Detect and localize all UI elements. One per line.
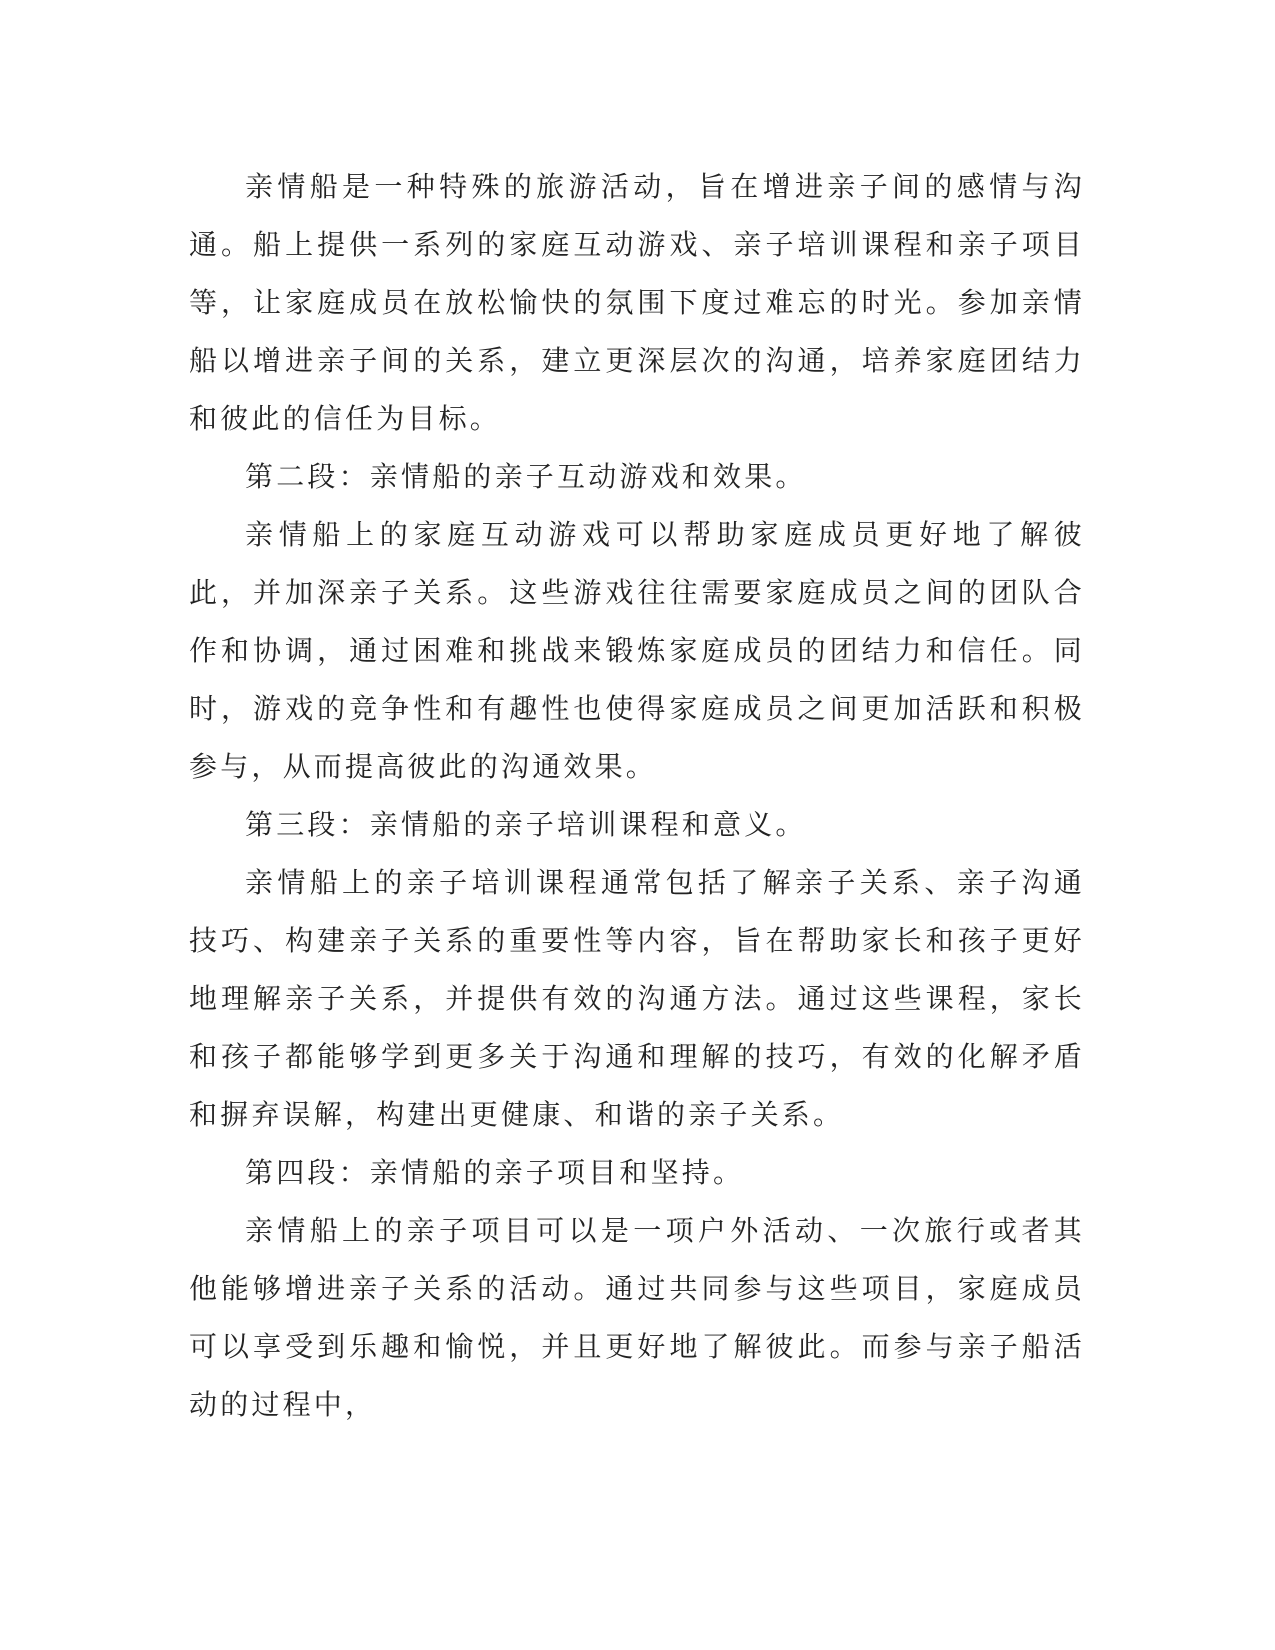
paragraph-training: 亲情船上的亲子培训课程通常包括了解亲子关系、亲子沟通技巧、构建亲子关系的重要性等内容，旨在帮助家长和孩子更好地理解亲子关系，并提供有效的沟通方法。通过这些课程，家长和孩子都能够学到更多关于沟通和理解的技巧，有效的化解矛盾和摒弃误解，构建出更健康、和谐的亲子关系。 xyxy=(189,866,1085,1131)
paragraph-intro: 亲情船是一种特殊的旅游活动，旨在增进亲子间的感情与沟通。船上提供一系列的家庭互动游戏、亲子培训课程和亲子项目等，让家庭成员在放松愉快的氛围下度过难忘的时光。参加亲情船以增进亲子间的关系，建立更深层次的沟通，培养家庭团结力和彼此的信任为目标。 xyxy=(189,170,1085,435)
document-body xyxy=(189,158,1085,1434)
section-heading-3: 第三段：亲情船的亲子培训课程和意义。 xyxy=(245,808,807,841)
paragraph-games: 亲情船上的家庭互动游戏可以帮助家庭成员更好地了解彼此，并加深亲子关系。这些游戏往往需要家庭成员之间的团队合作和协调，通过困难和挑战来锻炼家庭成员的团结力和信任。同时，游戏的竞争性和有趣性也使得家庭成员之间更加活跃和积极参与，从而提高彼此的沟通效果。 xyxy=(189,518,1085,783)
section-heading-4: 第四段：亲情船的亲子项目和坚持。 xyxy=(245,1156,745,1189)
section-heading-2: 第二段：亲情船的亲子互动游戏和效果。 xyxy=(245,460,807,493)
paragraph-projects: 亲情船上的亲子项目可以是一项户外活动、一次旅行或者其他能够增进亲子关系的活动。通过共同参与这些项目，家庭成员可以享受到乐趣和愉悦，并且更好地了解彼此。而参与亲子船活动的过程中， xyxy=(189,1214,1085,1421)
